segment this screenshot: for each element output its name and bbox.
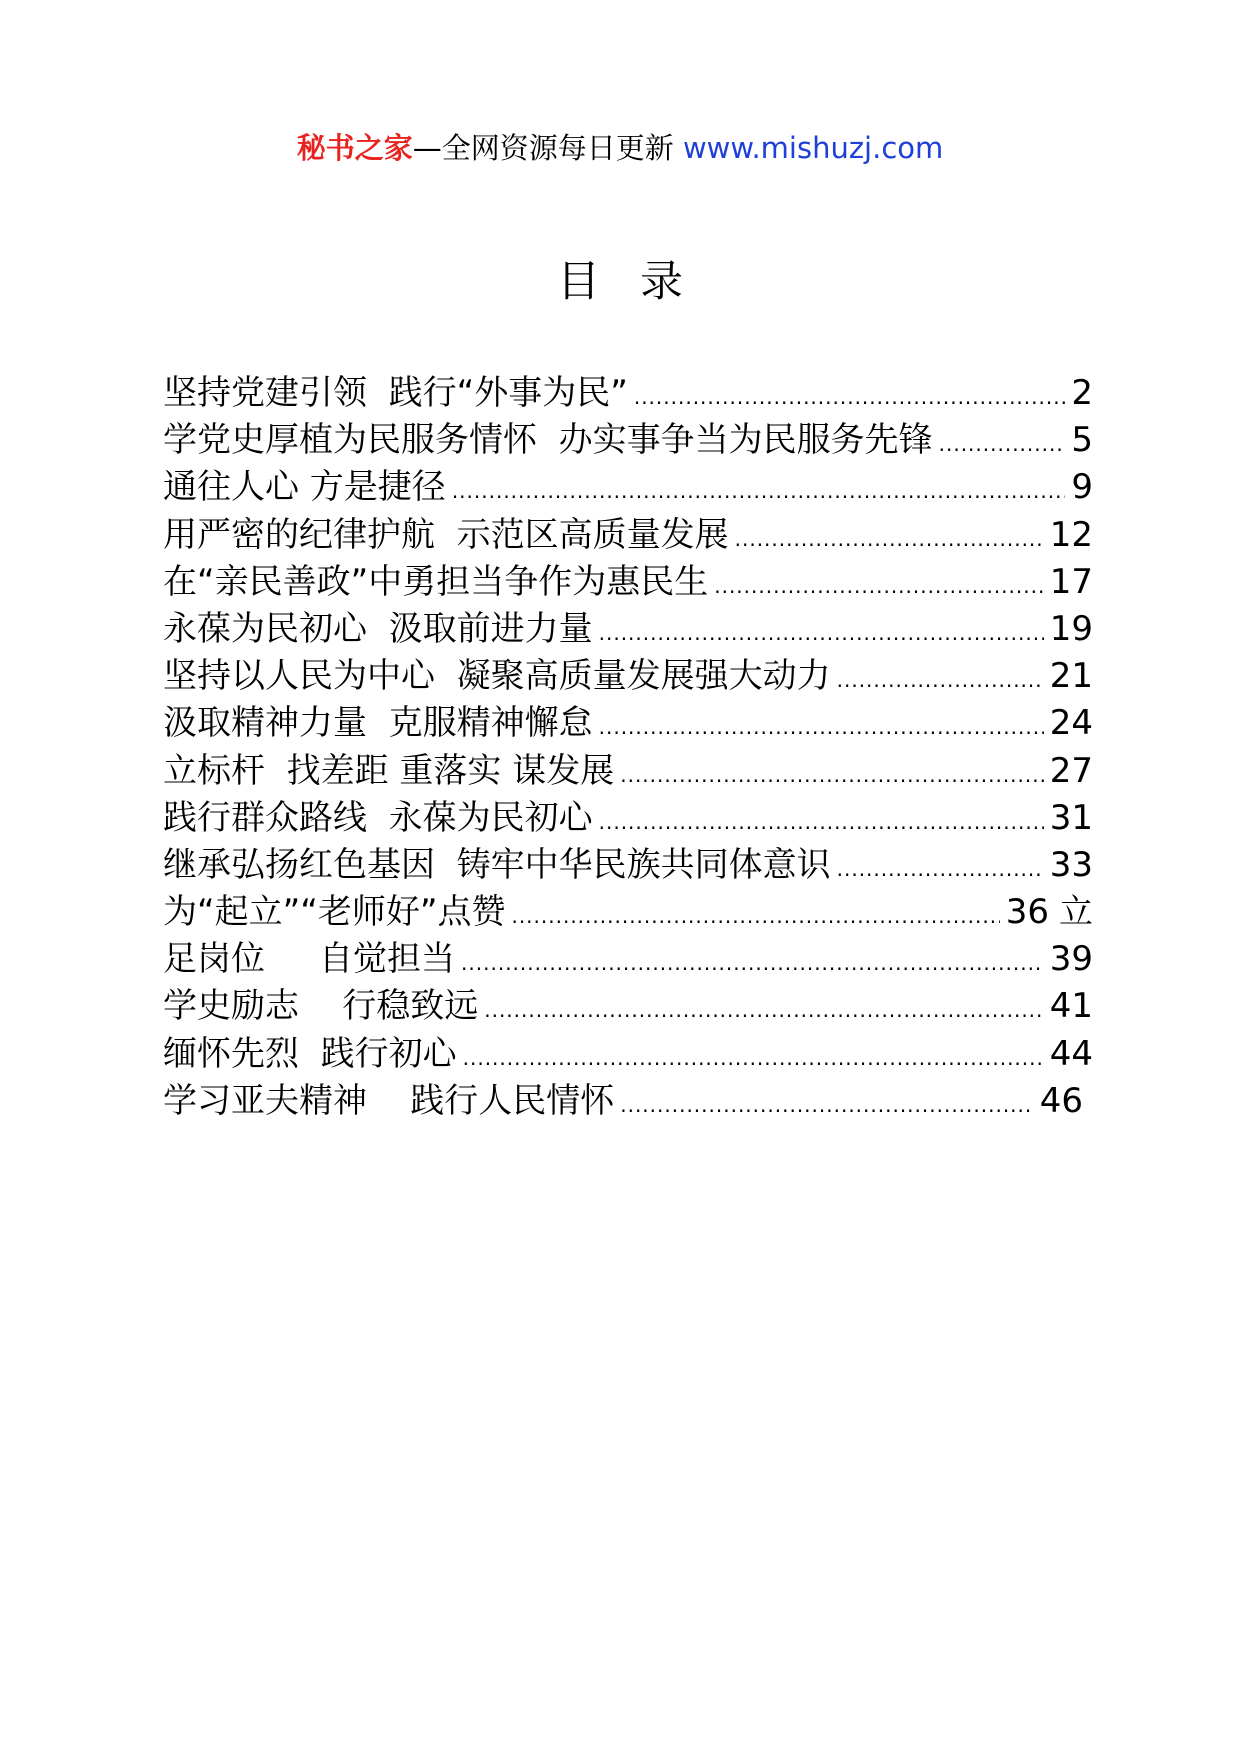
toc-page-number: 12	[1049, 514, 1093, 555]
brand-name: 秘书之家	[296, 131, 413, 165]
toc-entry-title: 汲取精神力量 克服精神懈怠	[163, 703, 593, 744]
dot-leader	[620, 1082, 1034, 1129]
page-title: 目录	[557, 257, 723, 307]
toc-entry-title: 用严密的纪律护航 示范区高质量发展	[163, 514, 729, 555]
toc-entry-5[interactable]	[163, 559, 1093, 606]
dot-leader	[599, 610, 1044, 657]
dot-leader	[484, 987, 1044, 1034]
toc-page-number: 44	[1049, 1033, 1093, 1074]
toc-page-number: 33	[1049, 844, 1093, 885]
dot-leader	[599, 704, 1044, 751]
site-header	[0, 128, 1240, 168]
dot-leader	[634, 374, 1066, 421]
toc-entry-title: 继承弘扬红色基因 铸牢中华民族共同体意识	[163, 844, 831, 885]
dot-leader	[620, 752, 1044, 799]
toc-entry-title: 缅怀先烈 践行初心	[163, 1033, 457, 1074]
toc-entry-7[interactable]	[163, 653, 1093, 700]
toc-page-number: 5	[1071, 420, 1093, 461]
dot-leader	[939, 421, 1066, 468]
dot-leader	[511, 893, 999, 940]
toc-entry-title: 永葆为民初心 汲取前进力量	[163, 608, 593, 649]
toc-entry-title: 足岗位 自觉担当	[163, 939, 456, 980]
dot-leader	[837, 657, 1044, 704]
toc-page-number: 31	[1049, 797, 1093, 838]
toc-entry-title: 在“亲民善政”中勇担当争作为惠民生	[163, 561, 709, 602]
toc-entry-8[interactable]	[163, 700, 1093, 747]
toc-page-number: 9	[1071, 467, 1093, 508]
site-url[interactable]: www.mishuzj.com	[682, 131, 944, 165]
toc-entry-title: 学习亚夫精神 践行人民情怀	[163, 1080, 615, 1121]
toc-entry-12[interactable]	[163, 889, 1093, 936]
toc-entry-16[interactable]	[163, 1078, 1083, 1125]
dot-leader	[599, 799, 1044, 846]
dot-leader	[714, 563, 1044, 610]
toc-page-number: 36	[1005, 892, 1049, 933]
header-tagline: —全网资源每日更新	[412, 131, 683, 165]
toc-entry-title: 学史励志 行稳致远	[163, 986, 479, 1027]
toc-entry-4[interactable]	[163, 512, 1093, 559]
toc-entry-title: 坚持以人民为中心 凝聚高质量发展强大动力	[163, 656, 831, 697]
toc-page-number: 41	[1049, 986, 1093, 1027]
toc-page-number: 24	[1049, 703, 1093, 744]
toc-entry-11[interactable]	[163, 842, 1093, 889]
toc-entry-15[interactable]	[163, 1031, 1093, 1078]
toc-entry-title: 为“起立”“老师好”点赞	[163, 892, 506, 933]
toc-overflow-text: 立	[1059, 892, 1093, 933]
toc-entry-10[interactable]	[163, 795, 1093, 842]
toc-entry-title: 坚持党建引领 践行“外事为民”	[163, 373, 628, 413]
toc-page-number: 2	[1071, 373, 1093, 413]
toc-entry-title: 践行群众路线 永葆为民初心	[163, 797, 593, 838]
toc-entry-1[interactable]	[163, 370, 1093, 417]
toc-page-number: 39	[1049, 939, 1093, 980]
toc-entry-2[interactable]	[163, 417, 1093, 464]
dot-leader	[452, 468, 1066, 515]
toc-entry-13[interactable]	[163, 936, 1093, 983]
toc-entry-title: 学党史厚植为民服务情怀 办实事争当为民服务先锋	[163, 420, 933, 461]
toc-entry-9[interactable]	[163, 748, 1093, 795]
toc-entry-title: 通往人心 方是捷径	[163, 467, 446, 508]
toc-entry-title: 立标杆 找差距 重落实 谋发展	[163, 750, 615, 791]
dot-leader	[735, 516, 1044, 563]
toc-page-number: 17	[1049, 561, 1093, 602]
dot-leader	[837, 846, 1044, 893]
table-of-contents	[163, 370, 1093, 1125]
toc-entry-3[interactable]	[163, 464, 1093, 511]
toc-page-number: 21	[1049, 656, 1093, 697]
toc-entry-14[interactable]	[163, 983, 1093, 1030]
dot-leader	[461, 940, 1044, 987]
toc-page-number: 46	[1039, 1080, 1083, 1121]
toc-page-number: 19	[1049, 608, 1093, 649]
dot-leader	[463, 1035, 1044, 1082]
toc-page-number: 27	[1049, 750, 1093, 791]
toc-entry-6[interactable]	[163, 606, 1093, 653]
